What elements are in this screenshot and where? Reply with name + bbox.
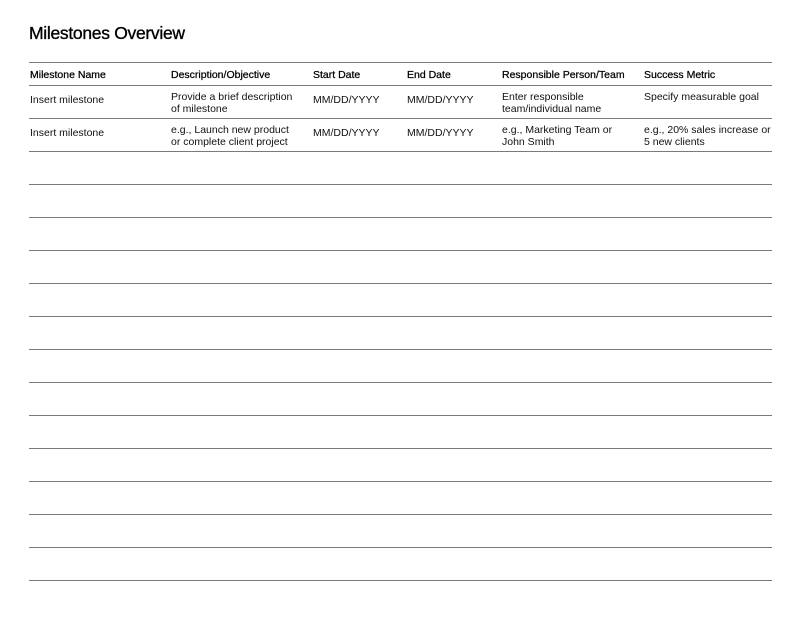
header-start-date: Start Date: [313, 69, 361, 81]
milestones-table: [29, 62, 772, 581]
empty-table-row[interactable]: [29, 416, 772, 449]
header-success-metric: Success Metric: [644, 69, 716, 81]
end-date-cell[interactable]: MM/DD/YYYY: [407, 94, 474, 106]
start-date-cell[interactable]: MM/DD/YYYY: [313, 127, 380, 139]
empty-table-row[interactable]: [29, 218, 772, 251]
empty-table-row[interactable]: [29, 185, 772, 218]
empty-table-row[interactable]: [29, 152, 772, 185]
empty-table-row[interactable]: [29, 284, 772, 317]
empty-table-row[interactable]: [29, 548, 772, 581]
header-milestone-name: Milestone Name: [30, 69, 106, 81]
description-cell[interactable]: Provide a brief description of milestone: [171, 91, 293, 115]
milestone-name-cell[interactable]: Insert milestone: [30, 94, 105, 106]
page-title: Milestones Overview: [29, 23, 185, 43]
milestone-name-cell[interactable]: Insert milestone: [30, 127, 105, 139]
empty-table-row[interactable]: [29, 383, 772, 416]
empty-rows-container: [29, 152, 772, 581]
empty-table-row[interactable]: [29, 515, 772, 548]
header-description: Description/Objective: [171, 69, 271, 81]
responsible-cell[interactable]: e.g., Marketing Team or John Smith: [502, 124, 613, 148]
success-metric-cell[interactable]: Specify measurable goal: [644, 91, 759, 103]
header-end-date: End Date: [407, 69, 451, 81]
responsible-cell[interactable]: Enter responsible team/individual name: [502, 91, 602, 115]
end-date-cell[interactable]: MM/DD/YYYY: [407, 127, 474, 139]
header-responsible: Responsible Person/Team: [502, 69, 625, 81]
table-header-row: [29, 63, 772, 86]
table-row: [29, 119, 772, 152]
start-date-cell[interactable]: MM/DD/YYYY: [313, 94, 380, 106]
table-row: [29, 86, 772, 119]
description-cell[interactable]: e.g., Launch new product or complete client project: [171, 124, 289, 148]
empty-table-row[interactable]: [29, 449, 772, 482]
empty-table-row[interactable]: [29, 350, 772, 383]
empty-table-row[interactable]: [29, 317, 772, 350]
empty-table-row[interactable]: [29, 251, 772, 284]
empty-table-row[interactable]: [29, 482, 772, 515]
success-metric-cell[interactable]: e.g., 20% sales increase or 5 new clients: [644, 124, 771, 148]
